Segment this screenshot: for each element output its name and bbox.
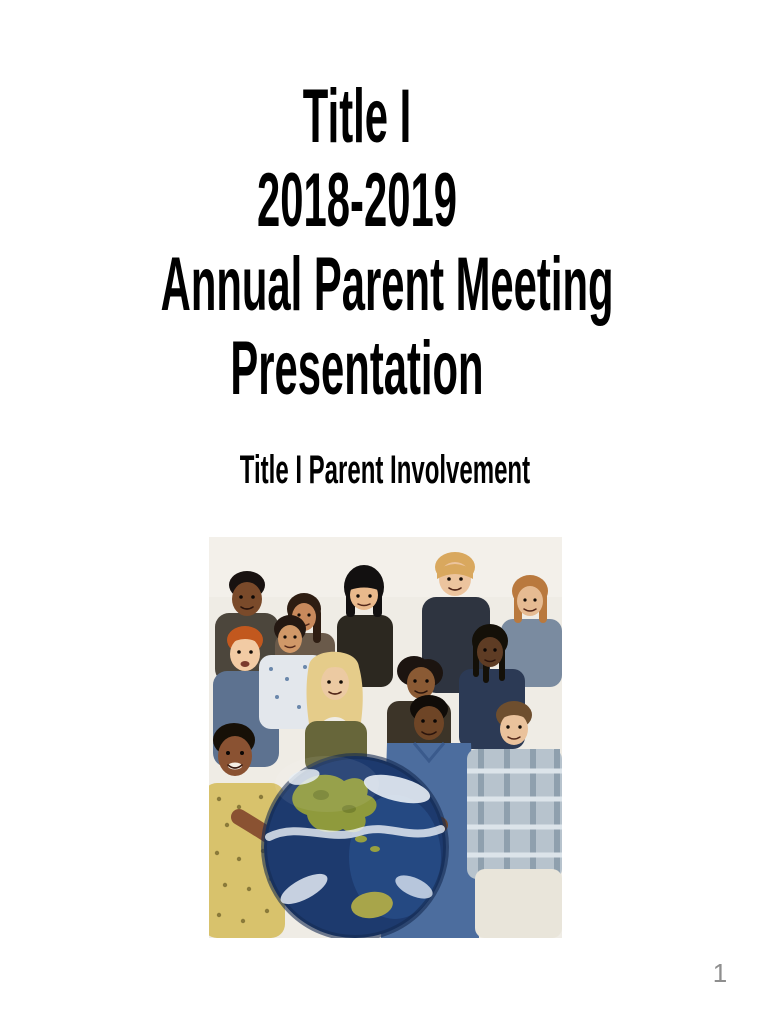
children-globe-photo xyxy=(209,537,562,938)
children-globe-illustration xyxy=(209,537,562,938)
slide-title xyxy=(0,75,714,411)
slide-subtitle-text: Title I Parent Involvement xyxy=(239,448,531,492)
slide-title-line: Title I xyxy=(302,74,412,159)
slide-title-line: Presentation xyxy=(230,326,484,411)
page-number: 1 xyxy=(712,958,728,988)
slide-title-line: 2018-2019 xyxy=(257,158,457,243)
slide-subtitle xyxy=(0,448,770,492)
globe-illustration xyxy=(264,756,446,938)
slide-title-line: Annual Parent Meeting xyxy=(160,242,614,327)
